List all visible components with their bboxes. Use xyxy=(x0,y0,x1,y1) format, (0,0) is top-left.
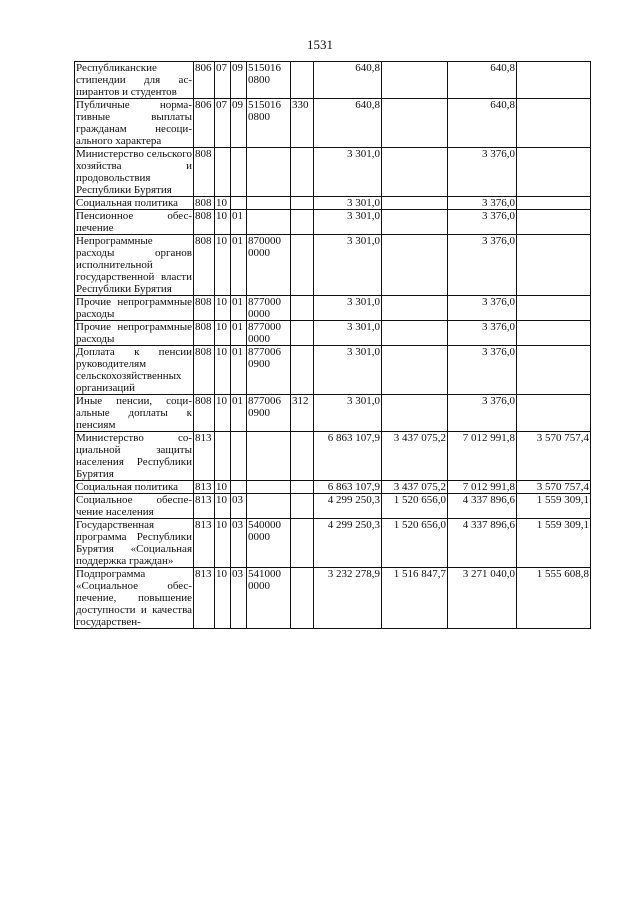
amount-year2-total: 3 376,0 xyxy=(448,346,517,395)
item-name: Иные пенсии, социальные доплаты к пенсиям xyxy=(76,395,192,431)
subsection-code: 09 xyxy=(231,99,247,148)
amount-year1-federal xyxy=(382,346,448,395)
ministry-code: 808 xyxy=(194,235,215,296)
item-name: Прочие непрограммные расходы xyxy=(76,321,192,345)
target-article-code xyxy=(247,210,291,235)
amount-year2-federal xyxy=(517,99,591,148)
item-name: Публичные нормативные выплаты гражданам несоциального характера xyxy=(76,99,192,147)
expense-type-code xyxy=(291,235,314,296)
item-name: Подпрограмма «Социальное обеспечение, повышение доступности и качества государствен- xyxy=(76,568,192,628)
section-code xyxy=(215,148,231,197)
table-row xyxy=(75,568,591,629)
amount-year1-total: 4 299 250,3 xyxy=(314,519,382,568)
section-code: 10 xyxy=(215,519,231,568)
amount-year1-total: 3 301,0 xyxy=(314,321,382,346)
amount-year1-federal xyxy=(382,99,448,148)
amount-year1-federal xyxy=(382,321,448,346)
amount-year1-total: 3 301,0 xyxy=(314,296,382,321)
expense-type-code xyxy=(291,519,314,568)
amount-year1-federal: 1 520 656,0 xyxy=(382,519,448,568)
item-name: Социальное обеспечение населения xyxy=(76,494,192,518)
amount-year2-total: 640,8 xyxy=(448,99,517,148)
amount-year2-federal xyxy=(517,235,591,296)
expense-type-code xyxy=(291,296,314,321)
amount-year1-total: 3 301,0 xyxy=(314,346,382,395)
amount-year1-total: 3 301,0 xyxy=(314,197,382,210)
item-name: Социальная политика xyxy=(75,197,194,210)
table-row xyxy=(75,210,591,235)
ministry-code: 808 xyxy=(194,395,215,432)
amount-year1-federal: 3 437 075,2 xyxy=(382,432,448,481)
amount-year1-total: 3 301,0 xyxy=(314,395,382,432)
target-article-code xyxy=(247,481,291,494)
section-code: 10 xyxy=(215,481,231,494)
amount-year2-federal xyxy=(517,296,591,321)
subsection-code: 03 xyxy=(231,519,247,568)
section-code: 10 xyxy=(215,346,231,395)
ministry-code: 808 xyxy=(194,296,215,321)
expense-type-code xyxy=(291,494,314,519)
expense-type-code xyxy=(291,346,314,395)
ministry-code: 808 xyxy=(194,210,215,235)
ministry-code: 808 xyxy=(194,346,215,395)
item-name: Республиканские стипендии для аспирантов и студентов xyxy=(76,62,192,98)
amount-year1-total: 640,8 xyxy=(314,99,382,148)
expense-type-code xyxy=(291,321,314,346)
amount-year2-total: 4 337 896,6 xyxy=(448,519,517,568)
amount-year1-total: 4 299 250,3 xyxy=(314,494,382,519)
amount-year2-total: 3 376,0 xyxy=(448,296,517,321)
amount-year2-total: 3 376,0 xyxy=(448,197,517,210)
amount-year2-total: 3 376,0 xyxy=(448,148,517,197)
expense-type-code xyxy=(291,148,314,197)
item-name: Доплата к пенсии руководителям сельскохозяйственных организаций xyxy=(76,346,192,394)
target-article-code xyxy=(247,432,291,481)
subsection-code: 01 xyxy=(231,296,247,321)
target-article-code xyxy=(247,494,291,519)
ministry-code: 806 xyxy=(194,99,215,148)
expense-type-code xyxy=(291,197,314,210)
section-code: 10 xyxy=(215,296,231,321)
table-row xyxy=(75,519,591,568)
amount-year1-total: 3 232 278,9 xyxy=(314,568,382,629)
amount-year2-total: 7 012 991,8 xyxy=(448,432,517,481)
target-article-code: 870000 0000 xyxy=(247,235,291,296)
ministry-code: 808 xyxy=(194,321,215,346)
subsection-code xyxy=(231,197,247,210)
amount-year2-federal: 3 570 757,4 xyxy=(517,481,591,494)
target-article-code xyxy=(247,197,291,210)
amount-year2-total: 3 376,0 xyxy=(448,235,517,296)
subsection-code: 03 xyxy=(231,494,247,519)
amount-year1-federal xyxy=(382,197,448,210)
section-code: 10 xyxy=(215,210,231,235)
amount-year2-federal: 1 559 309,1 xyxy=(517,519,591,568)
subsection-code: 01 xyxy=(231,235,247,296)
amount-year1-federal: 1 520 656,0 xyxy=(382,494,448,519)
item-name: Государственная программа Республики Бурятия «Социальная поддержка граждан» xyxy=(76,519,192,567)
ministry-code: 813 xyxy=(194,519,215,568)
amount-year1-federal xyxy=(382,395,448,432)
target-article-code xyxy=(247,148,291,197)
amount-year1-total: 640,8 xyxy=(314,62,382,99)
amount-year1-total: 3 301,0 xyxy=(314,235,382,296)
table-row xyxy=(75,148,591,197)
subsection-code: 01 xyxy=(231,395,247,432)
expense-type-code xyxy=(291,568,314,629)
table-row xyxy=(75,321,591,346)
budget-table xyxy=(74,61,591,629)
section-code: 10 xyxy=(215,494,231,519)
table-row xyxy=(75,62,591,99)
ministry-code: 813 xyxy=(194,568,215,629)
section-code: 10 xyxy=(215,321,231,346)
target-article-code: 540000 0000 xyxy=(247,519,291,568)
amount-year1-total: 3 301,0 xyxy=(314,148,382,197)
amount-year1-federal xyxy=(382,210,448,235)
section-code: 10 xyxy=(215,197,231,210)
amount-year2-total: 3 376,0 xyxy=(448,321,517,346)
table-row xyxy=(75,235,591,296)
amount-year2-federal: 1 559 309,1 xyxy=(517,494,591,519)
expense-type-code: 330 xyxy=(291,99,314,148)
subsection-code xyxy=(231,481,247,494)
amount-year2-federal xyxy=(517,395,591,432)
amount-year2-federal xyxy=(517,197,591,210)
expense-type-code: 312 xyxy=(291,395,314,432)
amount-year1-federal xyxy=(382,148,448,197)
amount-year2-total: 3 271 040,0 xyxy=(448,568,517,629)
expense-type-code xyxy=(291,481,314,494)
target-article-code: 877006 0900 xyxy=(247,395,291,432)
table-row xyxy=(75,432,591,481)
item-name: Социальная политика xyxy=(75,481,194,494)
section-code xyxy=(215,432,231,481)
table-row xyxy=(75,197,591,210)
subsection-code: 01 xyxy=(231,210,247,235)
amount-year2-federal xyxy=(517,148,591,197)
ministry-code: 806 xyxy=(194,62,215,99)
table-row xyxy=(75,481,591,494)
amount-year1-total: 6 863 107,9 xyxy=(314,432,382,481)
target-article-code: 515016 0800 xyxy=(247,99,291,148)
subsection-code: 09 xyxy=(231,62,247,99)
section-code: 07 xyxy=(215,62,231,99)
amount-year1-total: 6 863 107,9 xyxy=(314,481,382,494)
amount-year2-total: 4 337 896,6 xyxy=(448,494,517,519)
section-code: 10 xyxy=(215,395,231,432)
amount-year2-federal xyxy=(517,346,591,395)
expense-type-code xyxy=(291,210,314,235)
subsection-code: 01 xyxy=(231,321,247,346)
target-article-code: 877000 0000 xyxy=(247,321,291,346)
subsection-code xyxy=(231,432,247,481)
amount-year2-federal xyxy=(517,62,591,99)
item-name: Министерство социальной защиты населения Республики Бурятия xyxy=(76,432,192,480)
item-name: Министерство сельского хозяйства и продовольствия Республики Бурятия xyxy=(76,148,192,196)
amount-year2-total: 7 012 991,8 xyxy=(448,481,517,494)
section-code: 10 xyxy=(215,235,231,296)
subsection-code: 03 xyxy=(231,568,247,629)
amount-year1-federal xyxy=(382,62,448,99)
item-name: Непрограммные расходы органов исполнительной государственной власти Республики Бурятия xyxy=(76,235,192,295)
target-article-code: 515016 0800 xyxy=(247,62,291,99)
amount-year1-total: 3 301,0 xyxy=(314,210,382,235)
amount-year2-total: 3 376,0 xyxy=(448,210,517,235)
table-row xyxy=(75,296,591,321)
amount-year2-federal: 1 555 608,8 xyxy=(517,568,591,629)
table-row xyxy=(75,494,591,519)
table-row xyxy=(75,99,591,148)
table-row xyxy=(75,346,591,395)
subsection-code: 01 xyxy=(231,346,247,395)
expense-type-code xyxy=(291,432,314,481)
ministry-code: 808 xyxy=(194,148,215,197)
ministry-code: 813 xyxy=(194,432,215,481)
target-article-code: 877006 0900 xyxy=(247,346,291,395)
amount-year1-federal: 3 437 075,2 xyxy=(382,481,448,494)
target-article-code: 541000 0000 xyxy=(247,568,291,629)
section-code: 07 xyxy=(215,99,231,148)
expense-type-code xyxy=(291,62,314,99)
amount-year1-federal: 1 516 847,7 xyxy=(382,568,448,629)
amount-year1-federal xyxy=(382,296,448,321)
ministry-code: 813 xyxy=(194,481,215,494)
item-name: Пенсионное обеспечение xyxy=(76,210,192,234)
amount-year2-total: 3 376,0 xyxy=(448,395,517,432)
ministry-code: 808 xyxy=(194,197,215,210)
section-code: 10 xyxy=(215,568,231,629)
amount-year2-federal: 3 570 757,4 xyxy=(517,432,591,481)
amount-year2-federal xyxy=(517,321,591,346)
amount-year2-total: 640,8 xyxy=(448,62,517,99)
table-row xyxy=(75,395,591,432)
item-name: Прочие непрограммные расходы xyxy=(76,296,192,320)
amount-year2-federal xyxy=(517,210,591,235)
page-number: 1531 xyxy=(307,37,333,52)
table-body xyxy=(75,62,591,629)
ministry-code: 813 xyxy=(194,494,215,519)
amount-year1-federal xyxy=(382,235,448,296)
subsection-code xyxy=(231,148,247,197)
target-article-code: 877000 0000 xyxy=(247,296,291,321)
